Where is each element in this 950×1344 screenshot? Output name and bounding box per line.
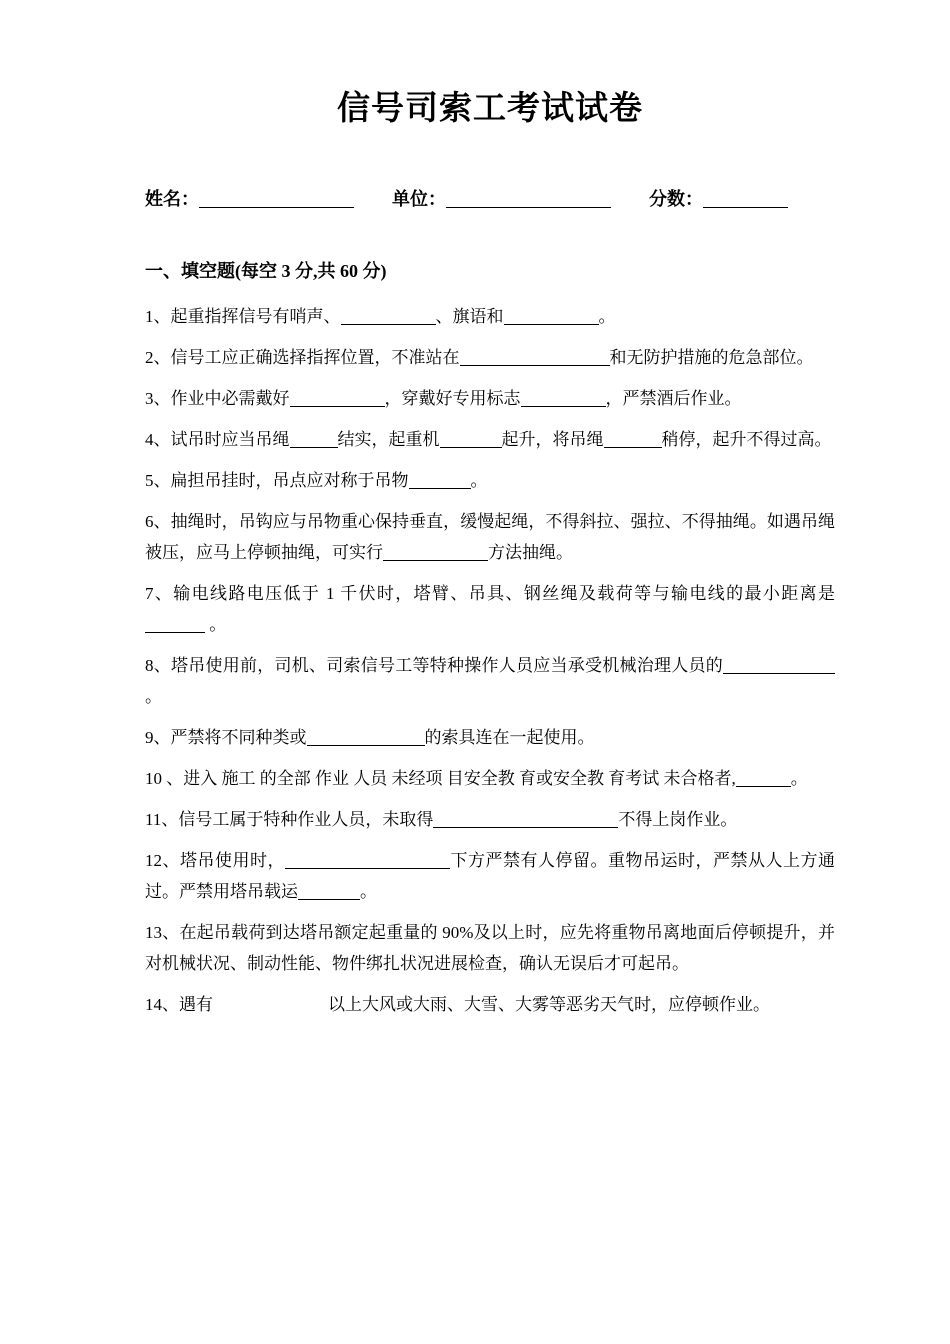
question-text: 12、塔吊使用时， (145, 851, 285, 870)
question-text: 和无防护措施的危急部位。 (609, 348, 814, 367)
question (145, 989, 835, 1020)
question (145, 650, 835, 712)
question-text: 9、严禁将不同种类或 (145, 728, 307, 747)
question-text: 10 、进入 施工 的全部 作业 人员 未经项 目安全教 育或安全教 育考试 未合格者, (145, 769, 736, 788)
question-text: 13、在起吊载荷到达塔吊额定起重量的 90%及以上时，应先将重物吊离地面后停顿提升，并对机械状况、制动性能、物件绑扎状况进展检查，确认无误后才可起吊。 (145, 923, 835, 973)
fill-blank-line (504, 307, 599, 325)
question-text: 、旗语和 (435, 307, 504, 326)
question-text: 稍停，起升不得过高。 (661, 430, 832, 449)
question-text: 以上大风或大雨、大雪、大雾等恶劣天气时，应停顿作业。 (328, 995, 770, 1014)
question-text: 结实，起重机 (337, 430, 440, 449)
question (145, 383, 835, 414)
field-label: 姓名： (145, 189, 199, 209)
question (145, 301, 835, 332)
question (145, 804, 835, 835)
header-field (649, 185, 788, 211)
fill-blank-line (460, 348, 610, 366)
question-text: 。 (790, 769, 808, 788)
question-text: 1、起重指挥信号有哨声、 (145, 307, 341, 326)
fill-blank-line (446, 189, 611, 208)
fill-blank-line (604, 430, 662, 448)
question (145, 465, 835, 496)
field-label: 单位： (392, 189, 446, 209)
question-text: 2、信号工应正确选择指挥位置，不准站在 (145, 348, 460, 367)
question-text: 。 (205, 615, 227, 634)
fill-blank-line (298, 882, 360, 900)
question-text: 3、作业中必需戴好 (145, 389, 290, 408)
question-text: 4、试吊时应当吊绳 (145, 430, 290, 449)
fill-blank-line (736, 769, 791, 787)
question (145, 342, 835, 373)
page-title: 信号司索工考试试卷 (337, 91, 643, 127)
question-text: 。 (360, 882, 377, 901)
question (145, 917, 835, 979)
fill-blank-line (433, 810, 618, 828)
question (145, 424, 835, 455)
header-field (145, 185, 354, 211)
field-label: 分数： (649, 189, 703, 209)
question-text: 起升，将吊绳 (501, 430, 604, 449)
fill-blank-line (440, 430, 502, 448)
question-text: 下方严禁有人停留。重物吊运时，严禁从人上方通过。严禁用塔吊载运 (145, 851, 835, 901)
question-list (145, 301, 835, 1020)
fill-blank-line (290, 389, 385, 407)
fill-blank-line (703, 189, 788, 208)
question (145, 506, 835, 568)
fill-blank-line (199, 189, 354, 208)
fill-blank-line (285, 851, 450, 869)
question-text: ，严禁酒后作业。 (605, 389, 742, 408)
section-heading: 一、填空题(每空 3 分,共 60 分) (145, 261, 387, 281)
question-text: 8、塔吊使用前，司机、司索信号工等特种操作人员应当承受机械治理人员的 (145, 656, 723, 675)
fill-blank-line (307, 728, 425, 746)
question (145, 845, 835, 907)
question (145, 722, 835, 753)
question-text: 方法抽绳。 (488, 543, 573, 562)
blank-space (213, 993, 328, 1010)
question-text: 。 (598, 307, 616, 326)
header-field (392, 185, 611, 211)
question-text: 。 (470, 471, 488, 490)
question-text: 5、扁担吊挂时，吊点应对称于吊物 (145, 471, 409, 490)
question (145, 578, 835, 640)
fill-blank-line (290, 430, 338, 448)
question-text: ，穿戴好专用标志 (384, 389, 521, 408)
fill-blank-line (723, 656, 835, 674)
fill-blank-line (383, 543, 488, 561)
question-text: 。 (145, 687, 162, 706)
fill-blank-line (341, 307, 436, 325)
fill-blank-line (409, 471, 471, 489)
question-text: 的索具连在一起使用。 (424, 728, 595, 747)
question-text: 不得上岗作业。 (618, 810, 738, 829)
header-fields (145, 185, 835, 211)
fill-blank-line (145, 615, 205, 633)
fill-blank-line (521, 389, 606, 407)
question-text: 6、抽绳时，吊钩应与吊物重心保持垂直，缓慢起绳，不得斜拉、强拉、不得抽绳。如遇吊绳被压，应马上停顿抽绳，可实行 (145, 512, 835, 562)
question (145, 763, 835, 794)
question-text: 11、信号工属于特种作业人员，未取得 (145, 810, 434, 829)
question-text: 7、输电线路电压低于 1 千伏时，塔臂、吊具、钢丝绳及载荷等与输电线的最小距离是 (145, 584, 835, 603)
question-text: 14、遇有 (145, 995, 213, 1014)
